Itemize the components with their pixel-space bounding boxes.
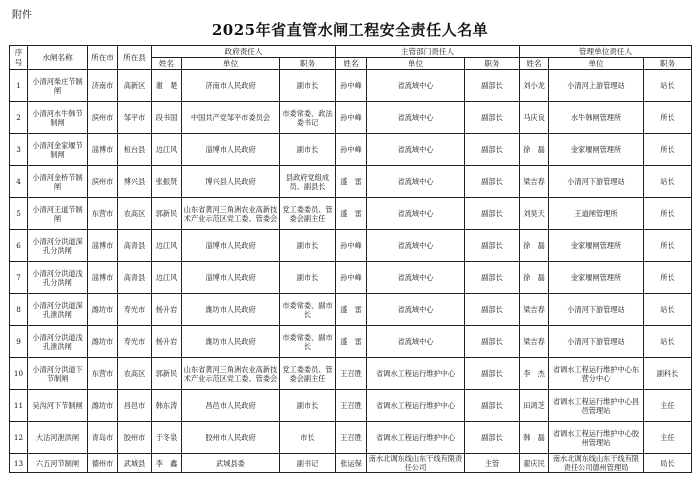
cell-county: 高新区	[118, 70, 152, 102]
cell-city: 淄博市	[88, 134, 118, 166]
cell-gov-unit: 淄博市人民政府	[182, 230, 280, 262]
cell-dept-name: 王召胜	[336, 358, 367, 390]
cell-dept-unit: 省流域中心	[367, 294, 465, 326]
cell-mgmt-pos: 所长	[644, 262, 692, 294]
cell-gov-name: 李 鑫	[152, 454, 182, 473]
cell-city: 淄博市	[88, 262, 118, 294]
cell-mgmt-unit: 金家堰闸管理所	[549, 230, 644, 262]
cell-gov-name: 边江风	[152, 262, 182, 294]
cell-gate: 小清河分洪道浅孔分洪闸	[28, 262, 88, 294]
cell-gov-name: 段书国	[152, 102, 182, 134]
cell-seq: 9	[10, 326, 28, 358]
cell-gate: 小清河分洪道深孔分洪闸	[28, 230, 88, 262]
cell-mgmt-name: 徐 磊	[520, 262, 549, 294]
cell-mgmt-name: 韩 磊	[520, 422, 549, 454]
cell-city: 淄博市	[88, 230, 118, 262]
cell-seq: 12	[10, 422, 28, 454]
cell-mgmt-pos: 局长	[644, 454, 692, 473]
cell-gate: 大沽河泄洪闸	[28, 422, 88, 454]
cell-mgmt-pos: 所长	[644, 134, 692, 166]
cell-mgmt-name: 刘小龙	[520, 70, 549, 102]
cell-gate: 小清河水牛韩节制闸	[28, 102, 88, 134]
table-row	[10, 166, 692, 198]
cell-seq: 2	[10, 102, 28, 134]
table-row	[10, 102, 692, 134]
cell-mgmt-pos: 所长	[644, 198, 692, 230]
cell-gov-name: 于冬泉	[152, 422, 182, 454]
cell-gov-pos: 市委常委、副市长	[280, 326, 336, 358]
table-row	[10, 326, 692, 358]
table-row	[10, 70, 692, 102]
cell-gov-name: 谢 楚	[152, 70, 182, 102]
cell-dept-pos: 主管	[465, 454, 520, 473]
cell-gate: 吴沟河下节制闸	[28, 390, 88, 422]
cell-seq: 8	[10, 294, 28, 326]
cell-city: 济南市	[88, 70, 118, 102]
cell-gov-unit: 昌邑市人民政府	[182, 390, 280, 422]
cell-dept-pos: 副部长	[465, 102, 520, 134]
table-row	[10, 358, 692, 390]
cell-gate: 小清河王道节制闸	[28, 198, 88, 230]
cell-gate: 小清河金桥节制闸	[28, 166, 88, 198]
cell-county: 桓台县	[118, 134, 152, 166]
cell-mgmt-unit: 王道闸管理所	[549, 198, 644, 230]
cell-mgmt-unit: 省调水工程运行维护中心昌邑管理站	[549, 390, 644, 422]
cell-gov-name: 边江风	[152, 134, 182, 166]
cell-city: 潍坊市	[88, 294, 118, 326]
cell-county: 农高区	[118, 198, 152, 230]
cell-gate: 六五河节制闸	[28, 454, 88, 473]
cell-county: 昌邑市	[118, 390, 152, 422]
cell-gov-name: 张振贤	[152, 166, 182, 198]
cell-mgmt-unit: 省调水工程运行维护中心胶州管理站	[549, 422, 644, 454]
cell-mgmt-name: 徐 磊	[520, 134, 549, 166]
cell-dept-unit: 省流域中心	[367, 262, 465, 294]
cell-dept-unit: 省调水工程运行维护中心	[367, 422, 465, 454]
cell-mgmt-unit: 金家堰闸管理所	[549, 262, 644, 294]
cell-dept-unit: 省流域中心	[367, 70, 465, 102]
table-row	[10, 294, 692, 326]
cell-gate: 小清河柴庄节制闸	[28, 70, 88, 102]
header-gov-position: 职务	[280, 58, 336, 70]
cell-seq: 7	[10, 262, 28, 294]
cell-gov-unit: 山东省黄河三角洲农业高新技术产业示范区党工委、管委会	[182, 198, 280, 230]
cell-gov-pos: 副市长	[280, 390, 336, 422]
cell-dept-unit: 省流域中心	[367, 102, 465, 134]
cell-gov-unit: 济南市人民政府	[182, 70, 280, 102]
cell-city: 潍坊市	[88, 326, 118, 358]
header-gov-name: 姓名	[152, 58, 182, 70]
cell-mgmt-pos: 副科长	[644, 358, 692, 390]
header-mgmt-group: 管理单位责任人	[520, 46, 692, 58]
table-row	[10, 230, 692, 262]
cell-gov-name: 郭新民	[152, 358, 182, 390]
cell-gov-pos: 副市长	[280, 262, 336, 294]
cell-dept-unit: 省流域中心	[367, 198, 465, 230]
cell-mgmt-pos: 主任	[644, 390, 692, 422]
cell-dept-unit: 省调水工程运行维护中心	[367, 358, 465, 390]
cell-dept-pos: 副部长	[465, 326, 520, 358]
cell-dept-pos: 副部长	[465, 422, 520, 454]
cell-seq: 10	[10, 358, 28, 390]
header-mgmt-position: 职务	[644, 58, 692, 70]
header-mgmt-unit: 单位	[549, 58, 644, 70]
cell-mgmt-unit: 金家堰闸管理所	[549, 134, 644, 166]
cell-county: 武城县	[118, 454, 152, 473]
cell-gov-unit: 淄博市人民政府	[182, 134, 280, 166]
cell-dept-pos: 副部长	[465, 166, 520, 198]
cell-mgmt-name: 田鸿芝	[520, 390, 549, 422]
cell-mgmt-name: 翟庆民	[520, 454, 549, 473]
cell-county: 胶州市	[118, 422, 152, 454]
header-dept-group: 主管部门责任人	[336, 46, 520, 58]
cell-city: 东营市	[88, 198, 118, 230]
cell-seq: 6	[10, 230, 28, 262]
cell-dept-unit: 省调水工程运行维护中心	[367, 390, 465, 422]
cell-county: 农高区	[118, 358, 152, 390]
cell-mgmt-unit: 小清河下游管理站	[549, 294, 644, 326]
cell-dept-pos: 副部长	[465, 262, 520, 294]
cell-dept-name: 孙中峰	[336, 262, 367, 294]
cell-county: 寿光市	[118, 326, 152, 358]
header-gov-group: 政府责任人	[152, 46, 336, 58]
cell-city: 滨州市	[88, 166, 118, 198]
cell-dept-name: 孙中峰	[336, 134, 367, 166]
cell-dept-pos: 副部长	[465, 230, 520, 262]
cell-gov-name: 杨升岩	[152, 326, 182, 358]
cell-gov-pos: 党工委委员、管委会副主任	[280, 198, 336, 230]
cell-dept-name: 王召胜	[336, 390, 367, 422]
cell-dept-pos: 副部长	[465, 198, 520, 230]
cell-gov-pos: 市委常委、政法委书记	[280, 102, 336, 134]
cell-mgmt-name: 刘昊天	[520, 198, 549, 230]
cell-city: 青岛市	[88, 422, 118, 454]
cell-gov-unit: 博兴县人民政府	[182, 166, 280, 198]
cell-mgmt-unit: 省调水工程运行维护中心东营分中心	[549, 358, 644, 390]
cell-dept-name: 盛 雷	[336, 166, 367, 198]
cell-dept-name: 王召胜	[336, 422, 367, 454]
cell-gate: 小清河分洪道深孔泄洪闸	[28, 294, 88, 326]
cell-gate: 小清河金家堰节制闸	[28, 134, 88, 166]
table-row	[10, 390, 692, 422]
header-gov-unit: 单位	[182, 58, 280, 70]
header-dept-name: 姓名	[336, 58, 367, 70]
cell-county: 高青县	[118, 230, 152, 262]
cell-gov-unit: 潍坊市人民政府	[182, 294, 280, 326]
cell-seq: 5	[10, 198, 28, 230]
cell-county: 博兴县	[118, 166, 152, 198]
cell-mgmt-name: 马庆良	[520, 102, 549, 134]
cell-gov-name: 杨升岩	[152, 294, 182, 326]
header-dept-position: 职务	[465, 58, 520, 70]
cell-gov-unit: 中国共产党邹平市委员会	[182, 102, 280, 134]
responsibility-table	[9, 45, 692, 473]
cell-mgmt-unit: 南水北调东线山东干线有限责任公司德州管理局	[549, 454, 644, 473]
cell-city: 潍坊市	[88, 390, 118, 422]
cell-seq: 11	[10, 390, 28, 422]
cell-gate: 小清河分洪道下节制闸	[28, 358, 88, 390]
cell-mgmt-pos: 所长	[644, 102, 692, 134]
header-gate-name: 水闸名称	[28, 46, 88, 70]
cell-seq: 1	[10, 70, 28, 102]
table-row	[10, 198, 692, 230]
cell-gov-pos: 副市长	[280, 134, 336, 166]
cell-gov-pos: 副书记	[280, 454, 336, 473]
cell-mgmt-unit: 小清河下游管理站	[549, 166, 644, 198]
cell-dept-name: 孙中峰	[336, 70, 367, 102]
cell-gov-unit: 山东省黄河三角洲农业高新技术产业示范区党工委、管委会	[182, 358, 280, 390]
cell-gov-unit: 淄博市人民政府	[182, 262, 280, 294]
cell-dept-pos: 副部长	[465, 390, 520, 422]
cell-city: 德州市	[88, 454, 118, 473]
cell-gov-name: 郭新民	[152, 198, 182, 230]
cell-seq: 13	[10, 454, 28, 473]
cell-mgmt-unit: 小清河下游管理站	[549, 326, 644, 358]
cell-dept-pos: 副部长	[465, 70, 520, 102]
cell-mgmt-pos: 所长	[644, 230, 692, 262]
cell-city: 滨州市	[88, 102, 118, 134]
table-row	[10, 422, 692, 454]
header-dept-unit: 单位	[367, 58, 465, 70]
cell-gov-pos: 县政府党组成员、副县长	[280, 166, 336, 198]
cell-mgmt-pos: 站长	[644, 70, 692, 102]
cell-dept-pos: 副部长	[465, 134, 520, 166]
cell-mgmt-pos: 站长	[644, 294, 692, 326]
attachment-label: 附件	[12, 10, 32, 21]
cell-mgmt-name: 梁吉春	[520, 326, 549, 358]
table-row	[10, 134, 692, 166]
cell-city: 东营市	[88, 358, 118, 390]
cell-mgmt-unit: 小清河上游管理站	[549, 70, 644, 102]
cell-dept-unit: 省流域中心	[367, 166, 465, 198]
document-title: 2025年省直管水闸工程安全责任人名单	[211, 21, 489, 39]
cell-dept-name: 孙中峰	[336, 102, 367, 134]
cell-dept-pos: 副部长	[465, 294, 520, 326]
header-seq: 序号	[10, 46, 28, 70]
cell-gov-pos: 副市长	[280, 230, 336, 262]
cell-gate: 小清河分洪道浅孔泄洪闸	[28, 326, 88, 358]
cell-gov-unit: 武城县委	[182, 454, 280, 473]
cell-dept-unit: 南水北调东线山东干线有限责任公司	[367, 454, 465, 473]
cell-seq: 3	[10, 134, 28, 166]
cell-gov-unit: 潍坊市人民政府	[182, 326, 280, 358]
cell-mgmt-name: 徐 磊	[520, 230, 549, 262]
cell-gov-pos: 副市长	[280, 70, 336, 102]
cell-mgmt-name: 梁吉春	[520, 294, 549, 326]
cell-dept-name: 盛 雷	[336, 198, 367, 230]
cell-gov-pos: 市长	[280, 422, 336, 454]
cell-mgmt-unit: 水牛韩闸管理所	[549, 102, 644, 134]
cell-dept-pos: 副部长	[465, 358, 520, 390]
cell-mgmt-pos: 站长	[644, 326, 692, 358]
cell-gov-name: 边江风	[152, 230, 182, 262]
cell-county: 邹平市	[118, 102, 152, 134]
cell-dept-name: 张运保	[336, 454, 367, 473]
cell-mgmt-pos: 站长	[644, 166, 692, 198]
cell-mgmt-pos: 主任	[644, 422, 692, 454]
cell-county: 高青县	[118, 262, 152, 294]
cell-gov-pos: 市委常委、副市长	[280, 294, 336, 326]
cell-dept-unit: 省流域中心	[367, 134, 465, 166]
cell-gov-pos: 党工委委员、管委会副主任	[280, 358, 336, 390]
cell-dept-unit: 省流域中心	[367, 230, 465, 262]
header-mgmt-name: 姓名	[520, 58, 549, 70]
cell-dept-unit: 省流域中心	[367, 326, 465, 358]
cell-mgmt-name: 李 杰	[520, 358, 549, 390]
table-row	[10, 262, 692, 294]
table-row	[10, 454, 692, 473]
cell-dept-name: 盛 雷	[336, 294, 367, 326]
cell-gov-name: 韩东涛	[152, 390, 182, 422]
cell-seq: 4	[10, 166, 28, 198]
cell-dept-name: 孙中峰	[336, 230, 367, 262]
header-county: 所在县	[118, 46, 152, 70]
cell-mgmt-name: 梁吉春	[520, 166, 549, 198]
cell-county: 寿光市	[118, 294, 152, 326]
header-city: 所在市	[88, 46, 118, 70]
cell-dept-name: 盛 雷	[336, 326, 367, 358]
cell-gov-unit: 胶州市人民政府	[182, 422, 280, 454]
